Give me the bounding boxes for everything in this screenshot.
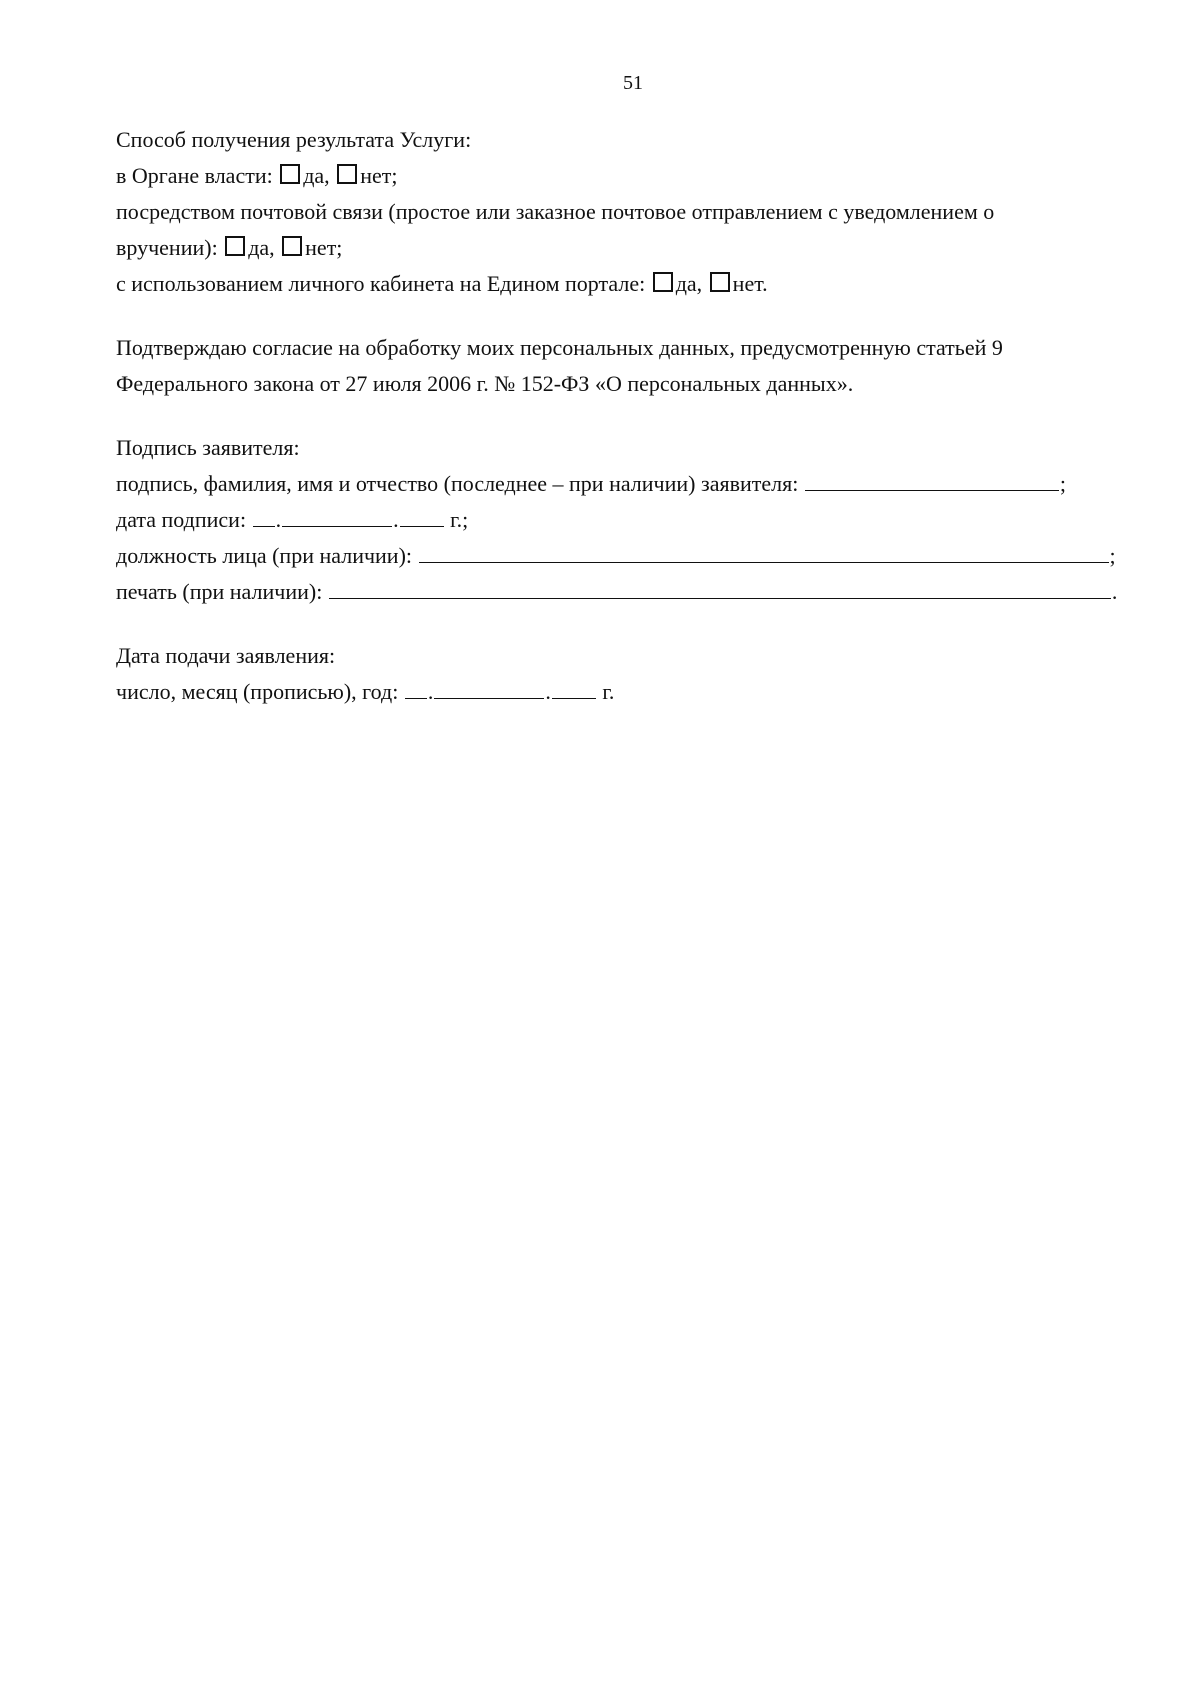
submission-date-dot1: . <box>427 679 434 704</box>
consent-line1: Подтверждаю согласие на обработку моих персональных данных, предусмотренную статьей 9 <box>116 335 1003 360</box>
result-organ-label: в Органе власти: <box>116 163 273 188</box>
post-no-label: нет; <box>305 235 343 260</box>
signature-seal-row <box>116 574 1146 610</box>
signature-position-end: ; <box>1109 543 1116 568</box>
result-post-row <box>116 230 1146 266</box>
signature-year-field[interactable] <box>400 506 444 527</box>
signature-position-field[interactable] <box>419 542 1109 563</box>
section-gap <box>116 610 1146 638</box>
signature-date-suffix: г.; <box>450 507 469 532</box>
submission-day-field[interactable] <box>405 678 427 699</box>
submission-heading: Дата подачи заявления: <box>116 643 336 668</box>
submission-date-dot2: . <box>545 679 551 704</box>
form-content <box>116 122 1146 710</box>
portal-yes-label: да, <box>675 271 703 296</box>
organ-no-label: нет; <box>360 163 398 188</box>
signature-date-row <box>116 502 1146 538</box>
signature-date-label: дата подписи: <box>116 507 247 532</box>
organ-no-checkbox[interactable] <box>337 164 357 184</box>
signature-fio-label: подпись, фамилия, имя и отчество (последнее – при наличии) заявителя: <box>116 471 799 496</box>
result-portal-label: с использованием личного кабинета на Едином портале: <box>116 271 646 296</box>
organ-yes-label: да, <box>303 163 330 188</box>
signature-fio-row <box>116 466 1146 502</box>
consent-line2: Федерального закона от 27 июля 2006 г. № 152-ФЗ «О персональных данных». <box>116 371 854 396</box>
submission-month-field[interactable] <box>434 678 544 699</box>
signature-date-dot1: . <box>275 507 282 532</box>
result-post-line1: посредством почтовой связи (простое или заказное почтовое отправлением с уведомлением о <box>116 199 995 224</box>
result-portal-row <box>116 266 1146 302</box>
signature-month-field[interactable] <box>282 506 392 527</box>
signature-date-dot2: . <box>393 507 399 532</box>
signature-position-row <box>116 538 1146 574</box>
signature-fio-end: ; <box>1059 471 1066 496</box>
portal-no-label: нет. <box>732 271 768 296</box>
signature-seal-end: . <box>1111 579 1118 604</box>
signature-seal-label: печать (при наличии): <box>116 579 323 604</box>
section-gap <box>116 402 1146 430</box>
post-yes-label: да, <box>248 235 275 260</box>
result-method-heading: Способ получения результата Услуги: <box>116 127 472 152</box>
submission-date-label: число, месяц (прописью), год: <box>116 679 399 704</box>
signature-position-label: должность лица (при наличии): <box>116 543 413 568</box>
result-organ-row <box>116 158 1146 194</box>
page-number: 51 <box>623 72 643 94</box>
post-yes-checkbox[interactable] <box>225 236 245 256</box>
portal-no-checkbox[interactable] <box>710 272 730 292</box>
submission-year-field[interactable] <box>552 678 596 699</box>
submission-date-suffix: г. <box>602 679 615 704</box>
section-gap <box>116 302 1146 330</box>
signature-day-field[interactable] <box>253 506 275 527</box>
result-post-line2: вручении): <box>116 235 218 260</box>
portal-yes-checkbox[interactable] <box>653 272 673 292</box>
signature-heading: Подпись заявителя: <box>116 435 300 460</box>
post-no-checkbox[interactable] <box>282 236 302 256</box>
signature-fio-field[interactable] <box>805 470 1059 491</box>
organ-yes-checkbox[interactable] <box>280 164 300 184</box>
signature-seal-field[interactable] <box>329 578 1111 599</box>
submission-date-row <box>116 674 1146 710</box>
